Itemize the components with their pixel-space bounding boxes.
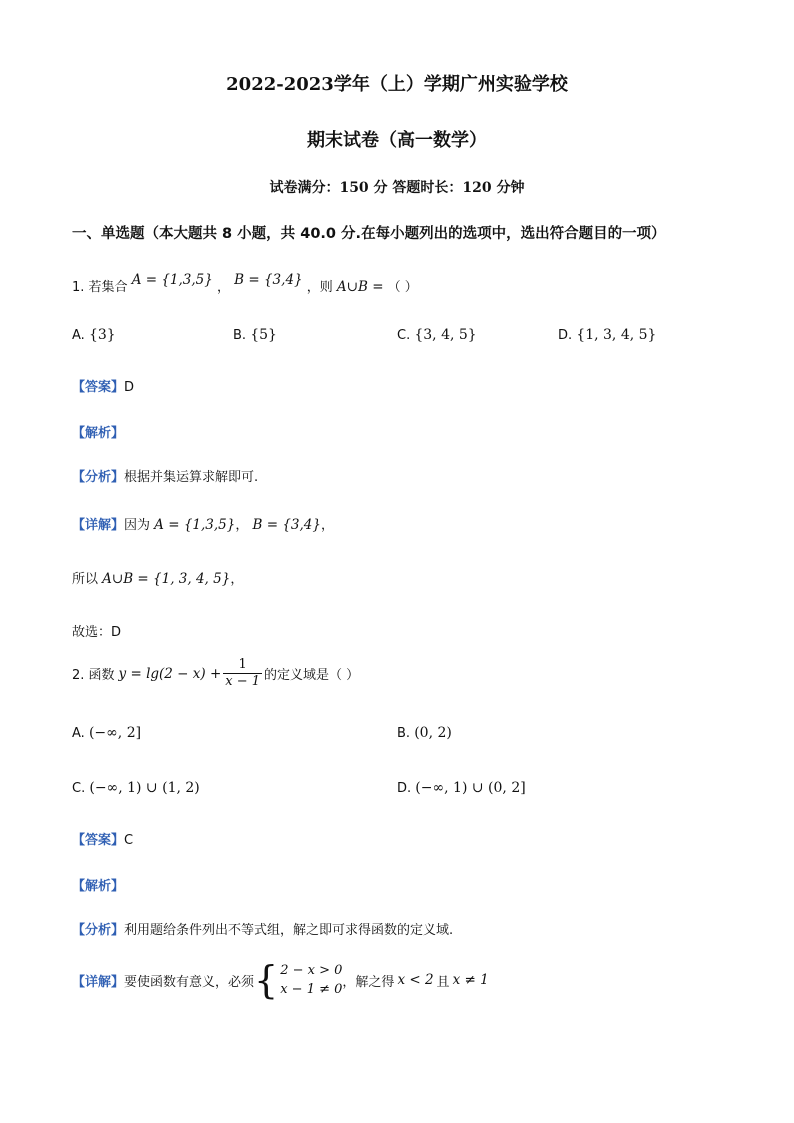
question-2 bbox=[72, 657, 359, 690]
q1-prefix: 1. 若集合 bbox=[72, 280, 128, 295]
fenxi-text: 根据并集运算求解即可. bbox=[124, 470, 259, 485]
xiangjie-end: ， bbox=[320, 518, 334, 533]
suoyi-end: ， bbox=[230, 572, 244, 587]
q1-suoyi bbox=[72, 568, 243, 587]
q1-xiangjie bbox=[72, 514, 334, 533]
section-heading: 一、单选题（本大题共 8 小题，共 40.0 分.在每小题列出的选项中，选出符合题目的一项） bbox=[72, 226, 666, 242]
xiangjie-set-b: B = {3,4} bbox=[252, 517, 321, 533]
option-letter: A. bbox=[72, 726, 85, 741]
exam-meta: 试卷满分：150 分 答题时长：120 分钟 bbox=[269, 180, 525, 196]
suoyi-expr: A∪B = {1, 3, 4, 5} bbox=[102, 571, 231, 587]
q1-option-d bbox=[558, 327, 656, 343]
xiangjie-mid: ，解之得 bbox=[342, 974, 395, 990]
option-value: (−∞, 1) ∪ (1, 2) bbox=[89, 780, 200, 796]
q1-paren: （ ） bbox=[387, 280, 418, 295]
option-letter: B. bbox=[397, 726, 411, 741]
q2-suffix: 的定义域是（ ） bbox=[264, 668, 360, 683]
q1-option-a bbox=[72, 327, 116, 343]
q1-set-b: B = {3,4} bbox=[234, 272, 303, 288]
system-line-2: x − 1 ≠ 0 bbox=[280, 982, 343, 997]
option-value: {5} bbox=[250, 327, 277, 343]
q1-analysis bbox=[72, 422, 124, 441]
q2-answer bbox=[72, 829, 133, 848]
q1-mid: ，则 bbox=[306, 280, 333, 295]
xiangjie-tag: 【详解】 bbox=[72, 518, 125, 533]
q1-option-b bbox=[233, 327, 277, 343]
q2-fraction bbox=[223, 657, 262, 690]
q2-xiangjie bbox=[72, 958, 489, 1002]
left-brace-icon: { bbox=[254, 958, 279, 1002]
system-line-1: 2 − x > 0 bbox=[280, 963, 343, 978]
q1-expr: A∪B = bbox=[336, 279, 384, 295]
q1-fenxi bbox=[72, 466, 258, 485]
option-value: {1, 3, 4, 5} bbox=[576, 327, 657, 343]
fenxi-text: 利用题给条件列出不等式组，解之即可求得函数的定义域. bbox=[124, 923, 454, 938]
xiangjie-sep: ， bbox=[235, 518, 249, 533]
xiangjie-tag: 【详解】 bbox=[72, 974, 125, 990]
option-letter: D. bbox=[397, 781, 412, 796]
xiangjie-set-a: A = {1,3,5} bbox=[154, 517, 236, 533]
q2-option-a bbox=[72, 725, 141, 741]
answer-value: D bbox=[124, 380, 135, 395]
option-letter: C. bbox=[397, 328, 411, 343]
suoyi-label: 所以 bbox=[72, 572, 99, 587]
answer-tag: 【答案】 bbox=[72, 380, 125, 395]
option-letter: B. bbox=[233, 328, 247, 343]
q1-answer bbox=[72, 376, 134, 395]
option-value: (−∞, 1) ∪ (0, 2] bbox=[415, 780, 526, 796]
q2-option-d bbox=[397, 780, 526, 796]
q1-guxuan: 故选：D bbox=[72, 625, 122, 640]
condition-1: x < 2 bbox=[397, 972, 434, 988]
exam-subtitle: 期末试卷（高一数学） bbox=[307, 130, 487, 151]
inequality-system bbox=[254, 958, 343, 1002]
option-letter: C. bbox=[72, 781, 86, 796]
q2-analysis bbox=[72, 875, 124, 894]
q2-fenxi bbox=[72, 919, 453, 938]
fenxi-tag: 【分析】 bbox=[72, 923, 125, 938]
fraction-numerator: 1 bbox=[223, 657, 262, 674]
answer-tag: 【答案】 bbox=[72, 833, 125, 848]
analysis-tag: 【解析】 bbox=[72, 426, 125, 441]
option-letter: A. bbox=[72, 328, 85, 343]
exam-title: 2022-2023学年（上）学期广州实验学校 bbox=[226, 74, 568, 95]
analysis-tag: 【解析】 bbox=[72, 879, 125, 894]
answer-value: C bbox=[124, 833, 134, 848]
q2-func: y = lg(2 − x) + bbox=[118, 665, 222, 682]
qie-text: 且 bbox=[436, 974, 450, 990]
option-value: (−∞, 2] bbox=[88, 725, 142, 741]
q1-option-c bbox=[397, 327, 477, 343]
q2-option-c bbox=[72, 780, 200, 796]
question-1 bbox=[72, 272, 418, 303]
xiangjie-prefix: 因为 bbox=[124, 518, 151, 533]
fraction-denominator: x − 1 bbox=[225, 674, 261, 689]
option-value: (0, 2) bbox=[414, 725, 452, 741]
fenxi-tag: 【分析】 bbox=[72, 470, 125, 485]
q1-sep: ， bbox=[217, 280, 231, 295]
option-letter: D. bbox=[558, 328, 573, 343]
option-value: {3} bbox=[88, 327, 116, 343]
q2-prefix: 2. 函数 bbox=[72, 668, 115, 683]
xiangjie-prefix: 要使函数有意义，必须 bbox=[124, 974, 255, 990]
q1-set-a: A = {1,3,5} bbox=[131, 272, 213, 288]
option-value: {3, 4, 5} bbox=[414, 327, 477, 343]
q2-option-b bbox=[397, 725, 452, 741]
condition-2: x ≠ 1 bbox=[452, 972, 489, 988]
